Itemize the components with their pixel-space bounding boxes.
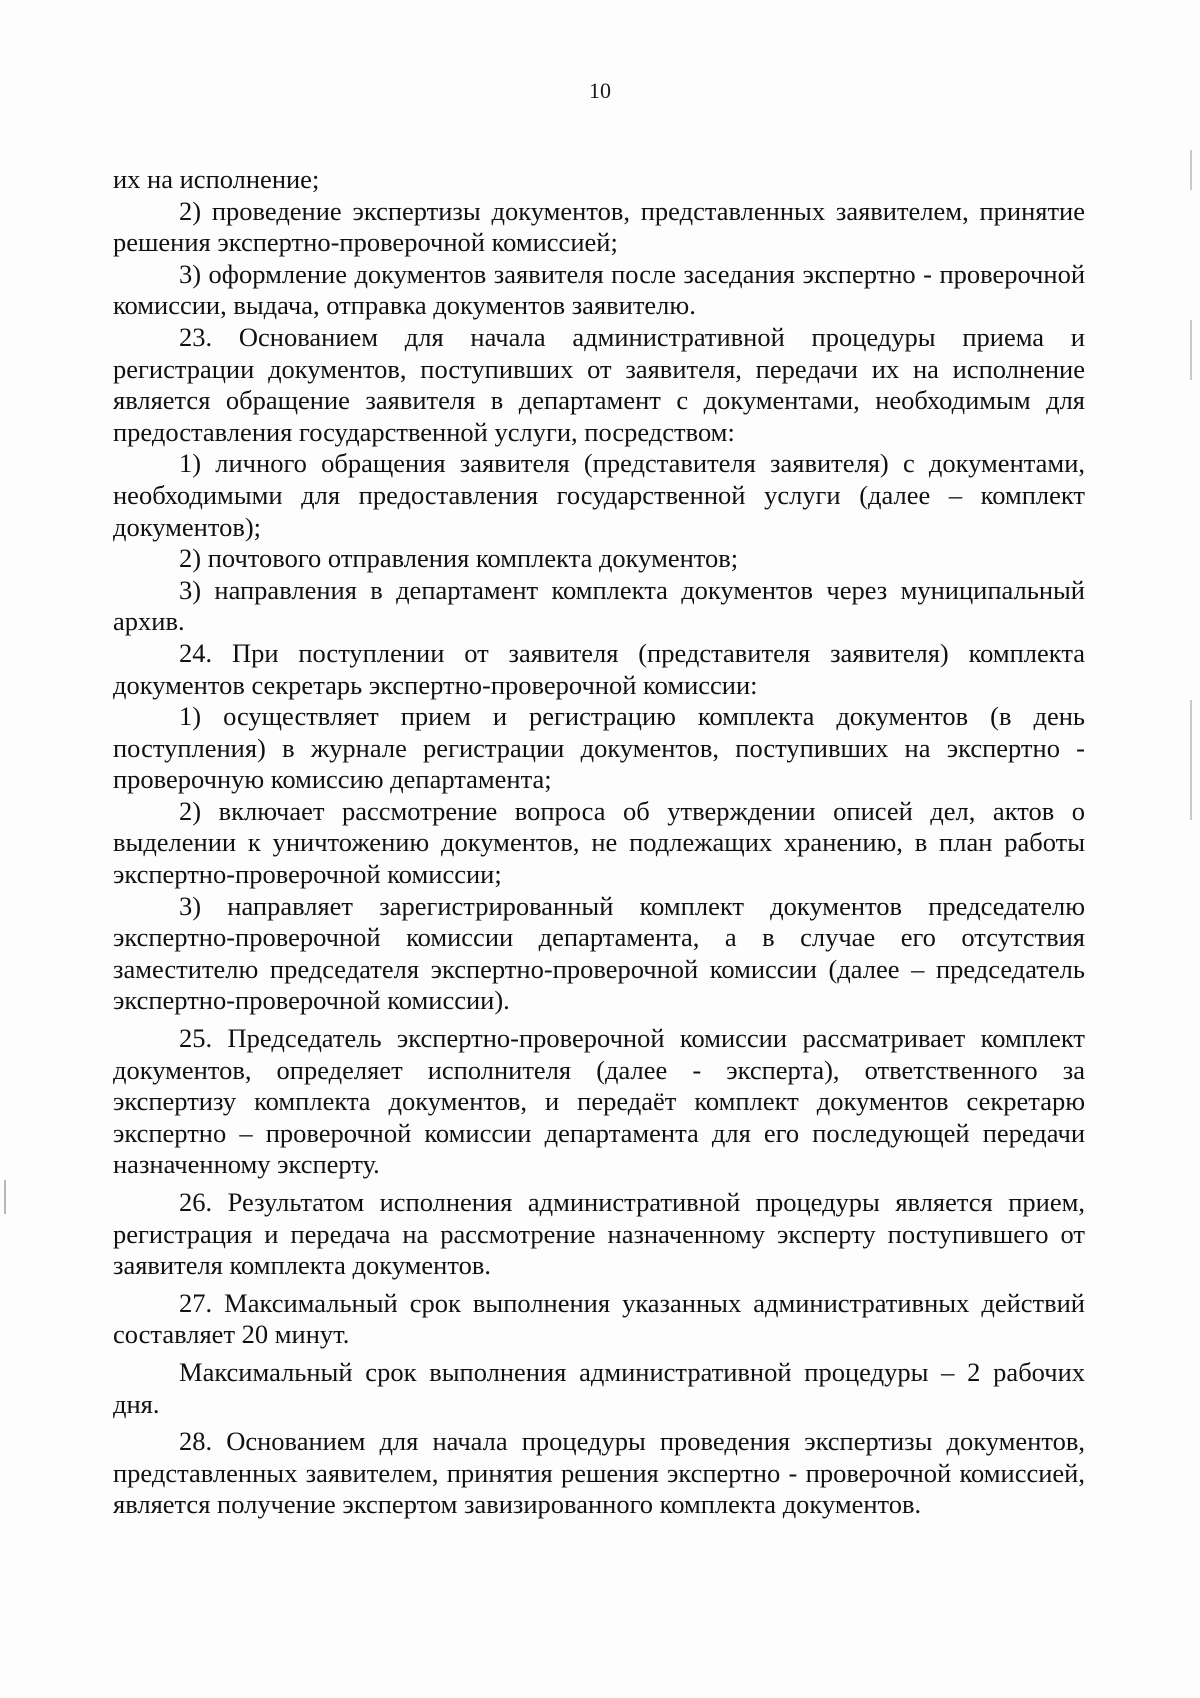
paragraph: 2) включает рассмотрение вопроса об утверждении описей дел, актов о выделении к уничтожению документов, не подлежащих хранению, в план работы экспертно-проверочной комиссии; [113, 795, 1085, 890]
paragraph: 25. Председатель экспертно-проверочной комиссии рассматривает комплект документов, определяет исполнителя (далее - эксперта), ответственного за экспертизу комплекта документов, и передаёт комплект документов секретарю экспертно – проверочной комиссии департамента для его последующей передачи назначенному эксперту. [113, 1023, 1085, 1180]
page-number: 10 [589, 78, 611, 103]
paragraph: 23. Основанием для начала административной процедуры приема и регистрации документов, поступивших от заявителя, передачи их на исполнение является обращение заявителя в департамент с документами, необходимым для предоставления государственной услуги, посредством: [113, 321, 1085, 447]
paragraph: Максимальный срок выполнения административной процедуры – 2 рабочих дня. [113, 1356, 1085, 1419]
scan-edge-mark [1190, 700, 1192, 820]
scan-edge-mark [1190, 320, 1192, 380]
paragraph: 2) проведение экспертизы документов, представленных заявителем, принятие решения экспертно-проверочной комиссией; [113, 195, 1085, 258]
paragraph: 26. Результатом исполнения административной процедуры является прием, регистрация и передача на рассмотрение назначенному эксперту поступившего от заявителя комплекта документов. [113, 1187, 1085, 1281]
paragraph: 28. Основанием для начала процедуры проведения экспертизы документов, представленных заявителем, принятия решения экспертно - проверочной комиссией, является получение экспертом завизированного комплекта документов. [113, 1426, 1085, 1520]
document-body [113, 164, 1085, 1521]
paragraph: 2) почтового отправления комплекта документов; [179, 543, 739, 574]
paragraph: 3) направляет зарегистрированный комплект документов председателю экспертно-проверочной комиссии департамента, а в случае его отсутствия заместителю председателя экспертно-проверочной комиссии (далее – председатель экспертно-проверочной комиссии). [113, 890, 1085, 1016]
paragraph: 1) личного обращения заявителя (представителя заявителя) с документами, необходимыми для предоставления государственной услуги (далее – комплект документов); [113, 448, 1085, 542]
paragraph: 24. При поступлении от заявителя (представителя заявителя) комплекта документов секретарь экспертно-проверочной комиссии: [113, 637, 1085, 700]
paragraph: их на исполнение; [113, 164, 320, 194]
scan-edge-mark [4, 1180, 6, 1214]
scan-edge-mark [1190, 150, 1192, 190]
paragraph: 27. Максимальный срок выполнения указанных административных действий составляет 20 минут. [113, 1287, 1085, 1350]
paragraph: 1) осуществляет прием и регистрацию комплекта документов (в день поступления) в журнале регистрации документов, поступивших на экспертно - проверочную комиссию департамента; [113, 701, 1085, 795]
paragraph: 3) оформление документов заявителя после заседания экспертно - проверочной комиссии, выдача, отправка документов заявителю. [113, 258, 1085, 321]
paragraph: 3) направления в департамент комплекта документов через муниципальный архив. [113, 574, 1085, 637]
